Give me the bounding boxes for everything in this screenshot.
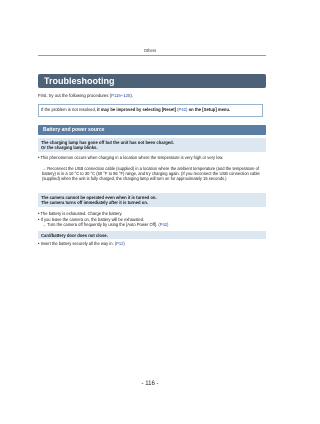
question-charging-lamp (38, 138, 266, 152)
battery-link[interactable]: (P12) (114, 241, 125, 246)
question-door (38, 231, 266, 239)
page-title: Troubleshooting (44, 76, 115, 86)
page-title-bar (38, 74, 266, 88)
intro-lead: First, try out the following procedures ( (38, 93, 112, 98)
answer-bullet: • The battery is exhausted. Charge the battery. (38, 211, 123, 216)
intro-end: ). (130, 93, 133, 98)
intro-dash: – (120, 93, 124, 98)
page-number: - 116 - (141, 381, 159, 387)
notice-link[interactable]: (P42) (177, 106, 188, 112)
answer-bullet: • This phenomenon occurs when charging in a location where the temperature is very high or very low. (38, 155, 224, 160)
section-heading-text: Battery and power source (43, 127, 105, 133)
question-line: The charging lamp has gone off but the unit has not been charged. (41, 140, 174, 145)
answer-subbullet (42, 222, 266, 227)
intro-text (38, 93, 133, 98)
intro-link-start[interactable]: P116 (111, 93, 121, 98)
section-label: Others (143, 48, 157, 53)
intro-link-end[interactable]: 125 (123, 93, 131, 98)
section-heading-battery (38, 125, 266, 135)
answer-bullet: • If you leave the camera on, the battery will be exhausted. (38, 216, 145, 222)
auto-power-off-link[interactable]: (P42) (158, 222, 169, 227)
question-camera-operation (38, 193, 266, 207)
answer-subbullet: → Reconnect the USB connection cable (supplied) in a location where the ambient temperature (and the temperature of battery) is in a 10 °C to 30 °C (50 °F to 86 °F) range, and try charging again. (If you reconnect the USB connection cable (supplied) when the unit is fully charged, the charging lamp will turn on for approximately 15 seconds.) (42, 166, 260, 181)
answer-bullet (38, 241, 266, 246)
reset-notice (38, 104, 263, 117)
notice-bold-end: on the [Setup] menu. (187, 106, 231, 112)
answer-subbullet-text: → Turn the camera off frequently by using the [Auto Power Off]. (42, 222, 159, 227)
header-divider (38, 55, 266, 56)
question-line: The camera cannot be operated even when it is turned on. (41, 195, 157, 200)
question-line: The camera turns off immediately after it is turned on. (41, 200, 149, 206)
answer-bullet-text: • Insert the battery securely all the way in. (38, 241, 115, 246)
notice-bold: it may be improved by selecting [Reset] (97, 106, 178, 112)
question-line: Card/battery door does not close. (41, 233, 108, 238)
question-line: Or the charging lamp blinks. (41, 145, 98, 151)
notice-lead: If the problem is not resolved, (41, 106, 98, 112)
